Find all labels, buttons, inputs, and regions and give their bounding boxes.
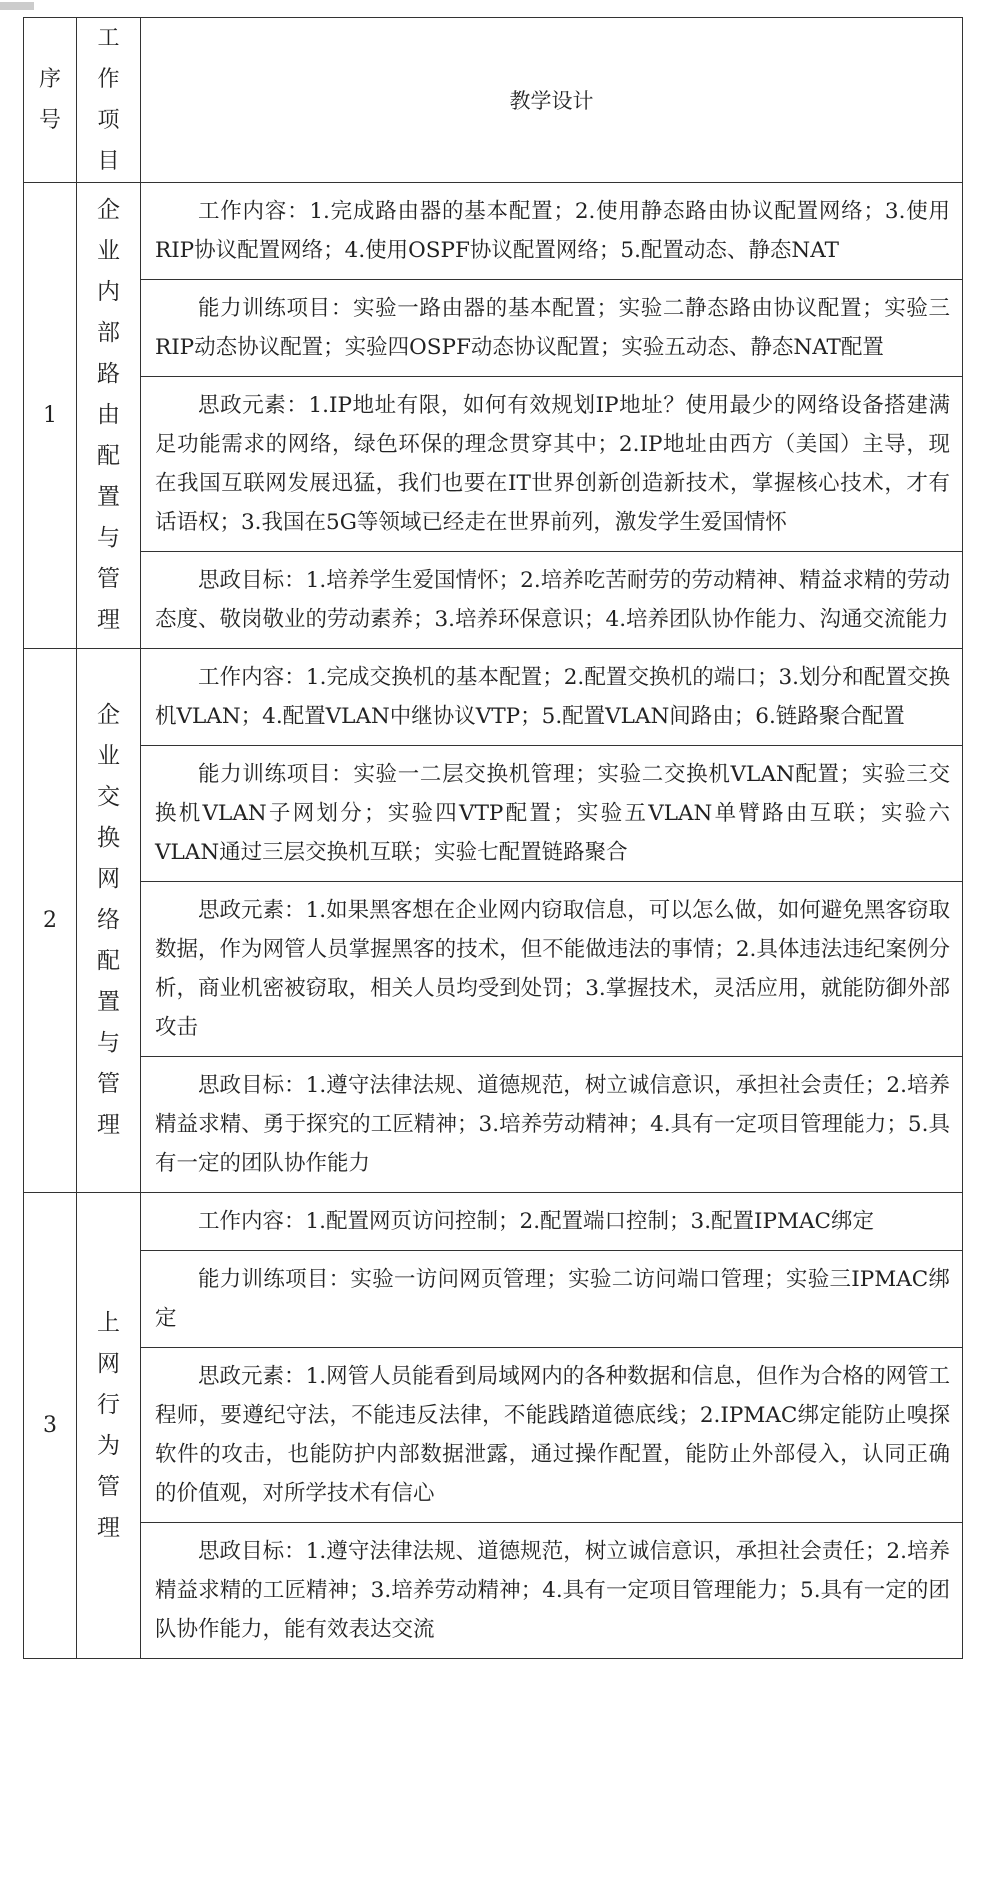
ideology-elements-cell: 思政元素：1.网管人员能看到局域网内的各种数据和信息，但作为合格的网管工程师，要遵纪守法，不能违反法律，不能践踏道德底线；2.IPMAC绑定能防止嗅探软件的攻击，也能防护内部数据泄露，通过操作配置，能防止外部侵入，认同正确的价值观，对所学技术有信心: [141, 1348, 963, 1523]
ideology-goals-cell: 思政目标：1.遵守法律法规、道德规范，树立诚信意识，承担社会责任；2.培养精益求精的工匠精神；3.培养劳动精神；4.具有一定项目管理能力；5.具有一定的团队协作能力，能有效表达交流: [141, 1523, 963, 1659]
table-row: [24, 1348, 963, 1523]
work-content-cell: 工作内容：1.完成交换机的基本配置；2.配置交换机的端口；3.划分和配置交换机VLAN；4.配置VLAN中继协议VTP；5.配置VLAN间路由；6.链路聚合配置: [141, 649, 963, 746]
ideology-elements-cell: 思政元素：1.IP地址有限，如何有效规划IP地址？使用最少的网络设备搭建满足功能需求的网络，绿色环保的理念贯穿其中；2.IP地址由西方（美国）主导，现在我国互联网发展迅猛，我们也要在IT世界创新创造新技术，掌握核心技术，才有话语权；3.我国在5G等领域已经走在世界前列，激发学生爱国情怀: [141, 377, 963, 552]
row-work-project: [77, 649, 141, 1193]
table-body: [24, 183, 963, 1659]
table-row: [24, 552, 963, 649]
header-work-project-text: 工作项目: [97, 26, 120, 174]
header-serial-number: [24, 18, 77, 183]
ideology-goals-cell: 思政目标：1.遵守法律法规、道德规范，树立诚信意识，承担社会责任；2.培养精益求精、勇于探究的工匠精神；3.培养劳动精神；4.具有一定项目管理能力；5.具有一定的团队协作能力: [141, 1057, 963, 1193]
training-project-cell: 能力训练项目：实验一二层交换机管理；实验二交换机VLAN配置；实验三交换机VLAN子网划分；实验四VTP配置；实验五VLAN单臂路由互联；实验六VLAN通过三层交换机互联；实验七配置链路聚合: [141, 746, 963, 882]
table-row: [24, 1523, 963, 1659]
ideology-elements-cell: 思政元素：1.如果黑客想在企业网内窃取信息，可以怎么做，如何避免黑客窃取数据，作为网管人员掌握黑客的技术，但不能做违法的事情；2.具体违法违纪案例分析，商业机密被窃取，相关人员均受到处罚；3.掌握技术，灵活应用，就能防御外部攻击: [141, 882, 963, 1057]
header-work-project: [77, 18, 141, 183]
row-serial-number: 1: [24, 183, 77, 649]
table-row: [24, 280, 963, 377]
header-serial-number-text: 序号: [38, 67, 61, 133]
table-row: [24, 746, 963, 882]
header-row: [24, 18, 963, 183]
table-row: [24, 377, 963, 552]
work-project-name: 企业交换网络配置与管理: [96, 702, 120, 1138]
table-row: [24, 1251, 963, 1348]
table-row: [24, 1057, 963, 1193]
table-row: [24, 649, 963, 746]
row-serial-number: 2: [24, 649, 77, 1193]
work-content-cell: 工作内容：1.完成路由器的基本配置；2.使用静态路由协议配置网络；3.使用RIP协议配置网络；4.使用OSPF协议配置网络；5.配置动态、静态NAT: [141, 183, 963, 280]
table-row: [24, 1193, 963, 1251]
work-project-name: 企业内部路由配置与管理: [96, 197, 120, 633]
cropped-caption-fragment: [0, 0, 70, 14]
row-work-project: [77, 183, 141, 649]
training-project-cell: 能力训练项目：实验一路由器的基本配置；实验二静态路由协议配置；实验三RIP动态协议配置；实验四OSPF动态协议配置；实验五动态、静态NAT配置: [141, 280, 963, 377]
row-work-project: [77, 1193, 141, 1659]
row-serial-number: 3: [24, 1193, 77, 1659]
work-content-cell: 工作内容：1.配置网页访问控制；2.配置端口控制；3.配置IPMAC绑定: [141, 1193, 963, 1251]
ideology-goals-cell: 思政目标：1.培养学生爱国情怀；2.培养吃苦耐劳的劳动精神、精益求精的劳动态度、敬岗敬业的劳动素养；3.培养环保意识；4.培养团队协作能力、沟通交流能力: [141, 552, 963, 649]
work-project-name: 上网行为管理: [96, 1309, 120, 1541]
header-teaching-design: 教学设计: [141, 18, 963, 183]
teaching-design-table: [23, 17, 963, 1659]
table-row: [24, 882, 963, 1057]
table-row: [24, 183, 963, 280]
training-project-cell: 能力训练项目：实验一访问网页管理；实验二访问端口管理；实验三IPMAC绑定: [141, 1251, 963, 1348]
